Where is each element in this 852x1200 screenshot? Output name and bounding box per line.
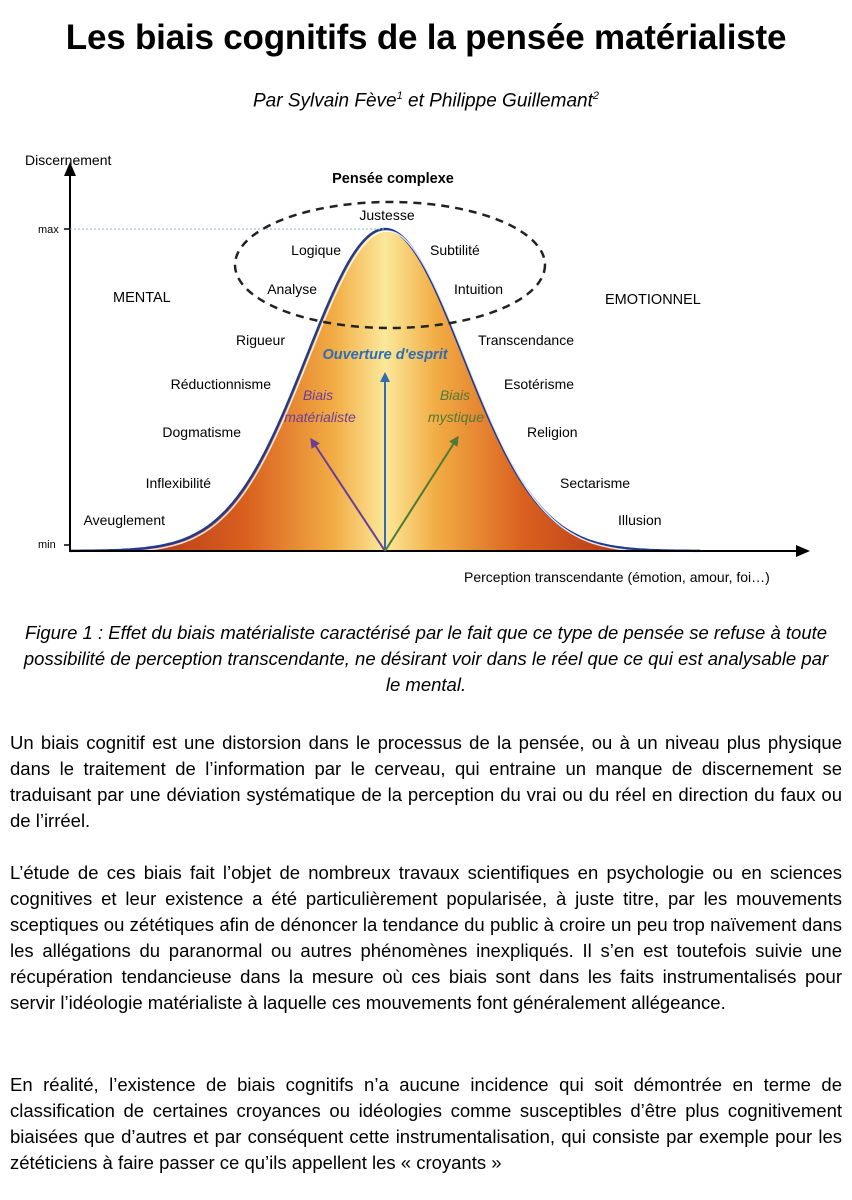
author-2: et Philippe Guillemant	[402, 90, 593, 112]
left-label-aveuglement: Aveuglement	[83, 512, 165, 528]
right-label-illusion: Illusion	[618, 512, 662, 528]
left-label-reductionnisme: Réductionnisme	[170, 376, 271, 392]
mystic-bias-label-1: Biais	[439, 387, 471, 403]
paragraph: L’étude de ces biais fait l’objet de nombreux travaux scientifiques en psychologie ou en sciences cognitives et leur existence a été particulièrement popularisée, à juste titre, par les mouvements sceptiques ou zététiques afin de dénoncer la tendance du public à croire un peu trop naïvement dans les allégations du paranormal ou autres phénomènes inexpliqués. Il s’en est toutefois suivie une récupération tendancieuse dans la mesure où ces biais sont dans les faits instrumentalisés pour servir l’idéologie matérialiste à laquelle ces mouvements font généralement allégeance.	[10, 862, 842, 1013]
left-label-inflexibilite: Inflexibilité	[145, 475, 211, 491]
y-min-label: min	[38, 539, 56, 551]
left-label-analyse: Analyse	[267, 281, 317, 297]
right-label-sectarisme: Sectarisme	[560, 475, 631, 491]
left-label-logique: Logique	[291, 242, 341, 258]
author-2-footnote: 2	[592, 90, 599, 102]
right-label-esoterisme: Esotérisme	[504, 376, 575, 392]
paragraph: En réalité, l’existence de biais cognitifs n’a aucune incidence qui soit démontrée en terme de classification de certaines croyances ou idéologies comme susceptibles d’être plus cognitivement biaisées que d’autres et par conséquent cette instrumentalisation, qui consiste par exemple pour les zététiciens à faire passer ce qu’ils appellent les « croyants »	[10, 1074, 842, 1173]
emotionnel-region-label: EMOTIONNEL	[605, 292, 701, 308]
author-1-footnote: 1	[396, 90, 403, 102]
ellipse-title: Pensée complexe	[332, 171, 454, 187]
open-mind-label: Ouverture d'esprit	[322, 347, 448, 363]
y-max-label: max	[38, 224, 59, 236]
figure-caption: Figure 1 : Effet du biais matérialiste caractérisé par le fait que ce type de pensée se refuse à toute possibilité de perception transcendante, ne désirant voir dans le réel que ce qui est analysable par le mental.	[23, 622, 829, 695]
materialist-bias-label-1: Biais	[302, 387, 334, 403]
peak-label: Justesse	[359, 207, 415, 223]
x-axis-arrowhead	[796, 545, 810, 557]
y-axis-label: Discernement	[25, 152, 112, 168]
mental-region-label: MENTAL	[113, 290, 171, 306]
paragraph: Un biais cognitif est une distorsion dans le processus de la pensée, ou à un niveau plus physique dans le traitement de l’information par le cerveau, qui entraine un manque de discernement se traduisant par une déviation systématique de la perception du vrai ou du réel en direction du faux ou de l’irréel.	[10, 732, 842, 831]
right-label-transcendance: Transcendance	[478, 332, 574, 348]
left-label-rigueur: Rigueur	[235, 332, 285, 348]
materialist-bias-label-2: matérialiste	[284, 409, 356, 425]
authors-line	[0, 90, 852, 112]
right-label-religion: Religion	[527, 424, 578, 440]
mystic-bias-label-2: mystique	[427, 409, 485, 425]
right-label-intuition: Intuition	[454, 281, 504, 297]
author-1: Par Sylvain Fève	[253, 90, 397, 112]
right-label-subtilite: Subtilité	[430, 242, 480, 258]
page-title: Les biais cognitifs de la pensée matérialiste	[65, 18, 787, 57]
bell-curve-figure	[0, 140, 852, 600]
left-label-dogmatisme: Dogmatisme	[162, 424, 241, 440]
x-axis-label: Perception transcendante (émotion, amour, foi…)	[464, 569, 770, 585]
